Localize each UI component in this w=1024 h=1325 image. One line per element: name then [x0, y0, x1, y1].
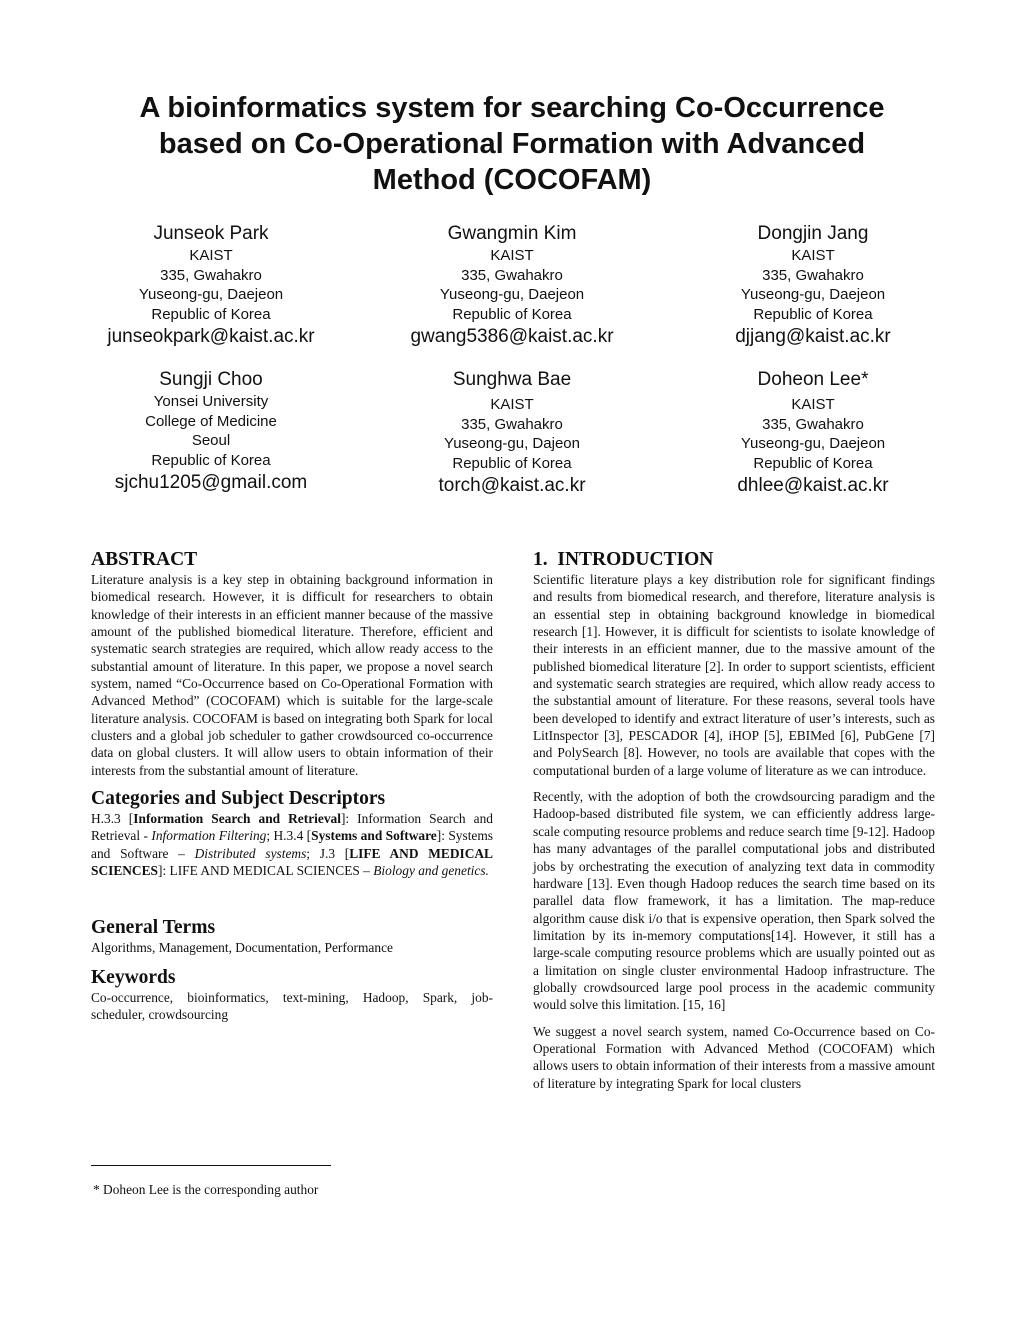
footnote-divider: [91, 1165, 331, 1166]
author-country: Republic of Korea: [452, 305, 572, 323]
category-label: Information Search and Retrieval: [133, 811, 341, 827]
category-label: Systems and Software: [311, 828, 437, 844]
author-address: 335, Gwahakro: [160, 266, 262, 284]
author-address: Yuseong-gu, Dajeon: [444, 435, 580, 452]
categories-text: [91, 810, 493, 879]
category-subject: Biology and genetics.: [373, 863, 489, 879]
author-address: Yuseong-gu, Daejeon: [439, 286, 585, 303]
author-block-junseok-park: [61, 222, 361, 349]
author-affiliation: KAIST: [189, 247, 233, 264]
author-country: Republic of Korea: [753, 454, 873, 472]
author-block-doheon-lee: [663, 368, 963, 498]
author-address: 335, Gwahakro: [762, 415, 864, 433]
keywords-text: Co-occurrence, bioinformatics, text-mining, Hadoop, Spark, job-scheduler, crowdsourcing: [91, 989, 493, 1023]
categories-fragment: ]: Systems and Software –: [91, 828, 494, 861]
author-name: Junseok Park: [153, 223, 269, 244]
introduction-paragraph: Scientific literature plays a key distribution role for significant findings and results from biomedical research, and therefore, literature analysis is an essential step in obtaining background knowledge in biomedical research [1]. However, it is difficult for scientists to isolate knowledge of their interests in an efficient manner, due to the massive amount of the published biomedical literature [2]. In order to support scientists, efficient and systematic search strategies are required, which allow ready access to the substantial amount of literature. For these reasons, several tools have been developed to identify and extract literature of user’s interests, such as LitInspector [3], PESCADOR [4], iHOP [5], EBIMed [6], PubGene [7] and PolySearch [8]. However, no tools are available that copes with the computational burden of a large volume of literature as we can introduce.: [533, 572, 935, 778]
categories-fragment: ]: Information Search and Retrieval -: [91, 811, 494, 844]
author-name: Doheon Lee*: [757, 369, 869, 390]
author-country: Republic of Korea: [753, 305, 873, 323]
categories-fragment: ; J.3 [: [306, 845, 350, 861]
right-column: [533, 549, 935, 1092]
author-country: Republic of Korea: [151, 451, 271, 469]
title-line: based on Co-Operational Formation with Advanced: [158, 128, 866, 160]
author-email: torch@kaist.ac.kr: [438, 475, 586, 496]
categories-heading: Categories and Subject Descriptors: [91, 788, 386, 810]
author-address: 335, Gwahakro: [461, 415, 563, 433]
author-email: junseokpark@kaist.ac.kr: [107, 326, 315, 347]
author-name: Gwangmin Kim: [447, 223, 577, 244]
author-address: 335, Gwahakro: [461, 266, 563, 284]
author-affiliation: Yonsei University: [153, 393, 269, 410]
title-line: Method (COCOFAM): [372, 164, 652, 196]
author-address: Yuseong-gu, Daejeon: [740, 435, 886, 452]
category-subject: Distributed systems: [194, 845, 307, 861]
keywords-heading: Keywords: [91, 966, 176, 988]
introduction-heading: 1. INTRODUCTION: [533, 549, 714, 570]
author-name: Sungji Choo: [159, 369, 263, 390]
author-address: Yuseong-gu, Daejeon: [740, 286, 886, 303]
introduction-paragraph: Recently, with the adoption of both the crowdsourcing paradigm and the Hadoop-based distributed file system, we can efficiently address large-scale computing resource problems and reduce search time [9-12]. Hadoop has many advantages of the parallel computational jobs and distributed jobs by orchestrating the execution of analyzing text data in commodity hardware [13]. Even though Hadoop reduces the search time based on its parallel data flow framework, it has a limitation. The map-reduce algorithm cause disk i/o that is expensive operation, then Spark solved the limitation by its in-memory computations[14]. However, it still has a large-scale computing resource problems which are usually pointed out as a limitation on single cluster environmental Hadoop infrastructure. The globally crowdsourced large pool process in the academic community would solve this limitation. [15, 16]: [533, 789, 935, 1013]
author-name: Sunghwa Bae: [452, 369, 572, 390]
author-country: Republic of Korea: [452, 454, 572, 472]
author-affiliation: College of Medicine: [145, 412, 277, 430]
author-affiliation: KAIST: [490, 396, 534, 413]
categories-fragment: ]: LIFE AND MEDICAL SCIENCES –: [157, 863, 374, 879]
author-country: Republic of Korea: [151, 305, 271, 323]
categories-fragment: ; H.3.4 [: [266, 828, 312, 844]
author-affiliation: KAIST: [490, 247, 534, 264]
author-block-gwangmin-kim: [362, 222, 662, 349]
left-column: [91, 549, 493, 1024]
author-address: Yuseong-gu, Daejeon: [138, 286, 284, 303]
footnote: * Doheon Lee is the corresponding author: [93, 1182, 319, 1197]
abstract-heading: ABSTRACT: [91, 549, 198, 570]
author-email: dhlee@kaist.ac.kr: [737, 475, 889, 496]
author-address: Seoul: [191, 432, 231, 449]
category-label: LIFE AND MEDICAL SCIENCES: [91, 845, 493, 879]
general-terms-text: Algorithms, Management, Documentation, Performance: [91, 939, 393, 955]
introduction-paragraph: We suggest a novel search system, named Co-Occurrence based on Co-Operational Formation with Advanced Method (COCOFAM) which allows users to obtain information of their interests from a massive amount of literature by integrating Spark for local clusters: [533, 1023, 936, 1091]
categories-fragment: H.3.3 [: [91, 811, 134, 827]
general-terms-heading: General Terms: [91, 916, 216, 938]
author-affiliation: KAIST: [791, 396, 835, 413]
abstract-text: Literature analysis is a key step in obtaining background information in biomedical research. However, it is difficult for researchers to obtain knowledge of their interests in an efficient manner because of the massive amount of the published biomedical literature. Therefore, efficient and systematic search strategies are required, which allow ready access to the substantial amount of literature. In this paper, we propose a novel search system, named “Co-Occurrence based on Co-Operational Formation with Advanced Method” (COCOFAM) which is suitable for the large-scale literature analysis. COCOFAM is based on integrating both Spark for local clusters and a global job scheduler to gather crowdsourced co-occurrence data on global clusters. It will allow users to obtain information of their interests from the substantial amount of literature.: [91, 572, 493, 778]
author-affiliation: KAIST: [791, 247, 835, 264]
paper-title: [92, 90, 932, 198]
title-line: A bioinformatics system for searching Co-Occurrence: [139, 92, 885, 124]
author-name: Dongjin Jang: [757, 223, 869, 244]
author-email: gwang5386@kaist.ac.kr: [410, 326, 614, 347]
author-block-sunghwa-bae: [362, 368, 662, 498]
author-address: 335, Gwahakro: [762, 266, 864, 284]
author-block-dongjin-jang: [663, 222, 963, 349]
category-subject: Information Filtering: [151, 828, 267, 844]
author-email: sjchu1205@gmail.com: [114, 472, 308, 493]
author-block-sungji-choo: [61, 368, 361, 495]
author-email: djjang@kaist.ac.kr: [735, 326, 891, 347]
